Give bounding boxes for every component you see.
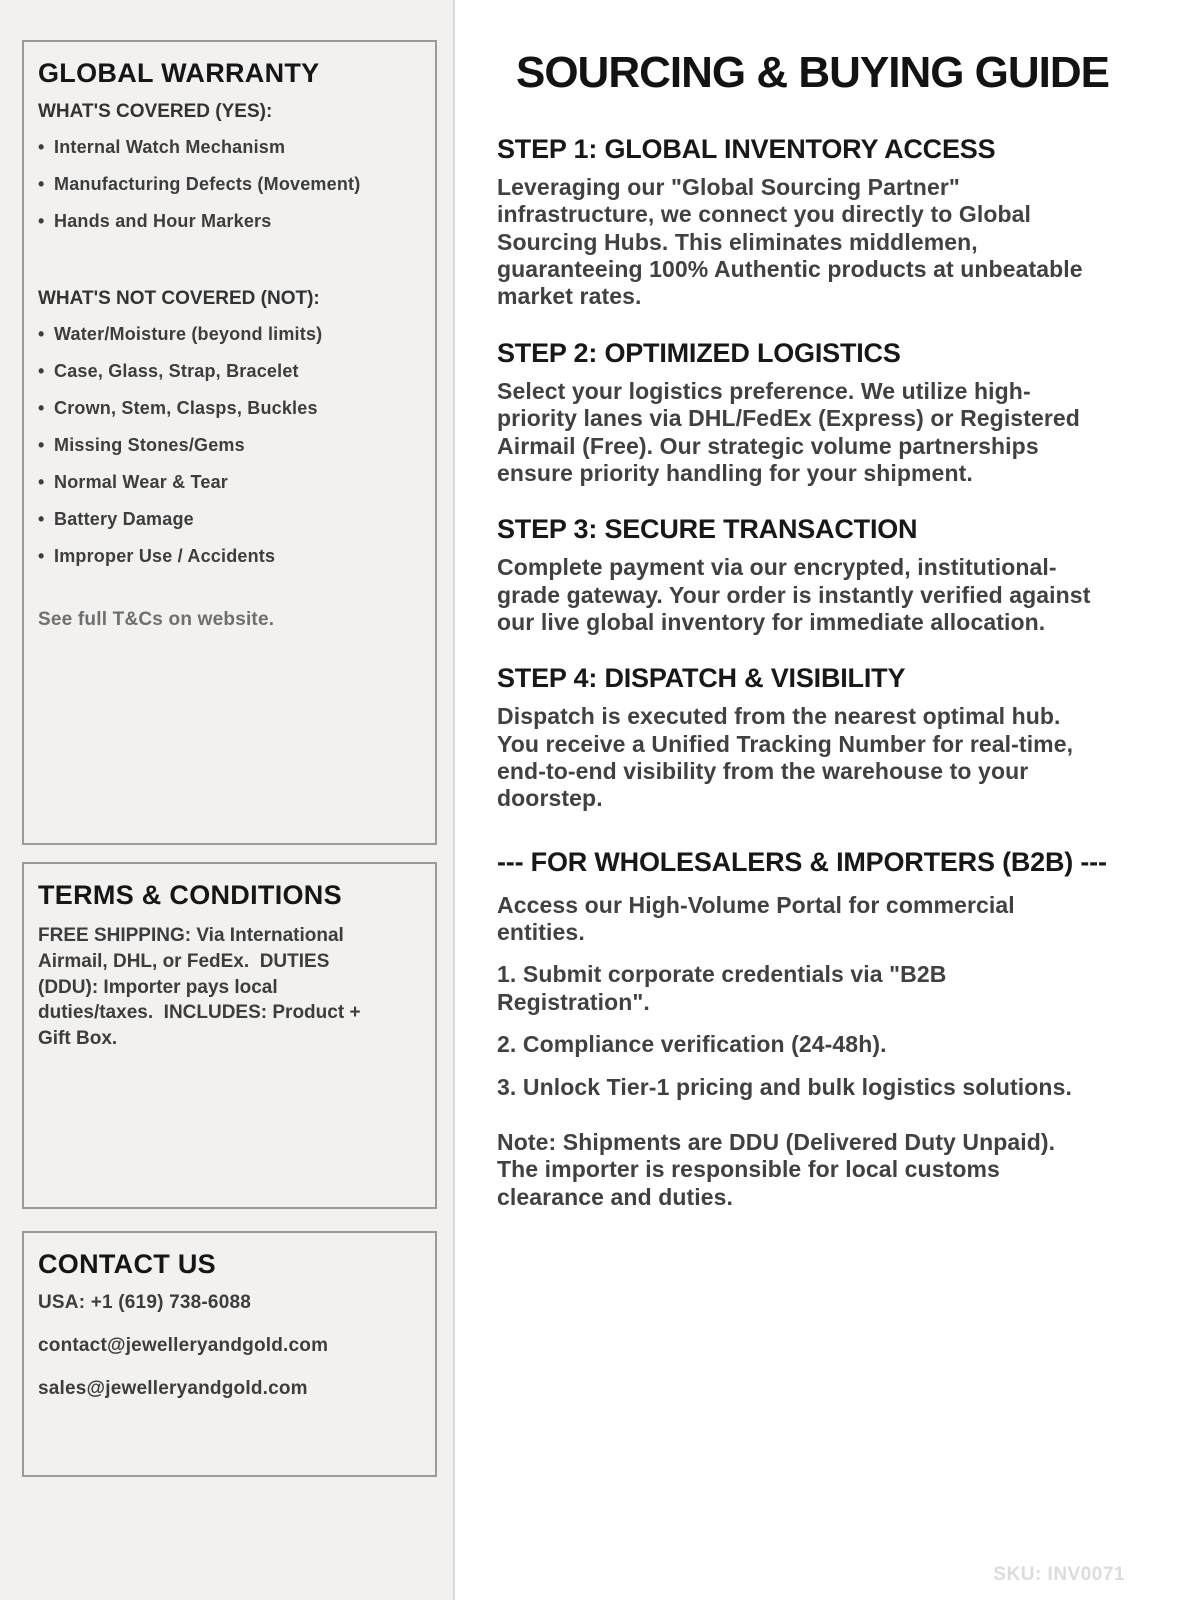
warranty-footnote: See full T&Cs on website. <box>38 609 275 630</box>
contact-phone: USA: +1 (619) 738-6088 <box>38 1292 251 1313</box>
list-item: • Water/Moisture (beyond limits) <box>38 324 421 345</box>
b2b-heading: --- FOR WHOLESALERS & IMPORTERS (B2B) --- <box>497 846 1107 877</box>
list-item: • Case, Glass, Strap, Bracelet <box>38 361 421 382</box>
step-1-heading: STEP 1: GLOBAL INVENTORY ACCESS <box>497 134 996 164</box>
step-3-body: Complete payment via our encrypted, institutional-grade gateway. Your order is instantly verified against our live global inventory for immediate allocation. <box>497 554 1091 635</box>
step-2 <box>497 338 1128 487</box>
sidebar <box>0 0 455 1600</box>
terms-body: FREE SHIPPING: Via International Airmail, DHL, or FedEx. DUTIES (DDU): Importer pays local duties/taxes. INCLUDES: Product + Gift Box. <box>38 925 366 1050</box>
terms-title: TERMS & CONDITIONS <box>38 880 342 910</box>
list-item: • Crown, Stem, Clasps, Buckles <box>38 398 421 419</box>
not-covered-list <box>38 324 421 567</box>
b2b-section <box>497 847 1128 1211</box>
list-item: • Battery Damage <box>38 509 421 530</box>
page-title: SOURCING & BUYING GUIDE <box>515 48 1110 97</box>
b2b-intro: Access our High-Volume Portal for commercial entities. <box>497 891 1015 946</box>
step-2-heading: STEP 2: OPTIMIZED LOGISTICS <box>497 337 901 368</box>
b2b-item-1: 1. Submit corporate credentials via "B2B Registration". <box>497 961 947 1015</box>
contact-panel <box>22 1231 437 1477</box>
step-3 <box>497 514 1128 636</box>
not-covered-heading: WHAT'S NOT COVERED (NOT): <box>38 288 320 309</box>
terms-panel <box>22 862 437 1209</box>
list-item: • Manufacturing Defects (Movement) <box>38 174 421 195</box>
contact-email: contact@jewelleryandgold.com <box>38 1335 329 1356</box>
list-item: • Hands and Hour Markers <box>38 211 421 232</box>
b2b-item-3: 3. Unlock Tier-1 pricing and bulk logistics solutions. <box>497 1073 1072 1100</box>
step-4 <box>497 663 1128 812</box>
step-1-body: Leveraging our "Global Sourcing Partner" infrastructure, we connect you directly to Global Sourcing Hubs. This eliminates middlemen, guaranteeing 100% Authentic products at unbeatable market rates. <box>497 174 1083 310</box>
covered-heading: WHAT'S COVERED (YES): <box>38 101 273 122</box>
warranty-panel <box>22 40 437 845</box>
list-item: • Missing Stones/Gems <box>38 435 421 456</box>
covered-list <box>38 137 421 232</box>
contact-sales-email: sales@jewelleryandgold.com <box>38 1378 308 1399</box>
list-item: • Improper Use / Accidents <box>38 546 421 567</box>
sku-label: SKU: INV0071 <box>993 1564 1125 1585</box>
b2b-item-2: 2. Compliance verification (24-48h). <box>497 1031 887 1058</box>
main-content <box>455 0 1200 1600</box>
step-2-body: Select your logistics preference. We utilize high-priority lanes via DHL/FedEx (Express) or Registered Airmail (Free). Our strategic volume partnerships ensure priority handling for your shipment. <box>497 377 1080 486</box>
list-item: • Internal Watch Mechanism <box>38 137 421 158</box>
step-4-heading: STEP 4: DISPATCH & VISIBILITY <box>497 663 906 694</box>
step-1 <box>497 134 1128 311</box>
step-4-body: Dispatch is executed from the nearest optimal hub. You receive a Unified Tracking Number for real-time, end-to-end visibility from the warehouse to your doorstep. <box>497 703 1074 812</box>
step-3-heading: STEP 3: SECURE TRANSACTION <box>497 514 918 545</box>
b2b-note: Note: Shipments are DDU (Delivered Duty Unpaid). The importer is responsible for local customs clearance and duties. <box>497 1128 1056 1210</box>
warranty-title: GLOBAL WARRANTY <box>38 58 320 88</box>
contact-title: CONTACT US <box>38 1249 216 1279</box>
list-item: • Normal Wear & Tear <box>38 472 421 493</box>
